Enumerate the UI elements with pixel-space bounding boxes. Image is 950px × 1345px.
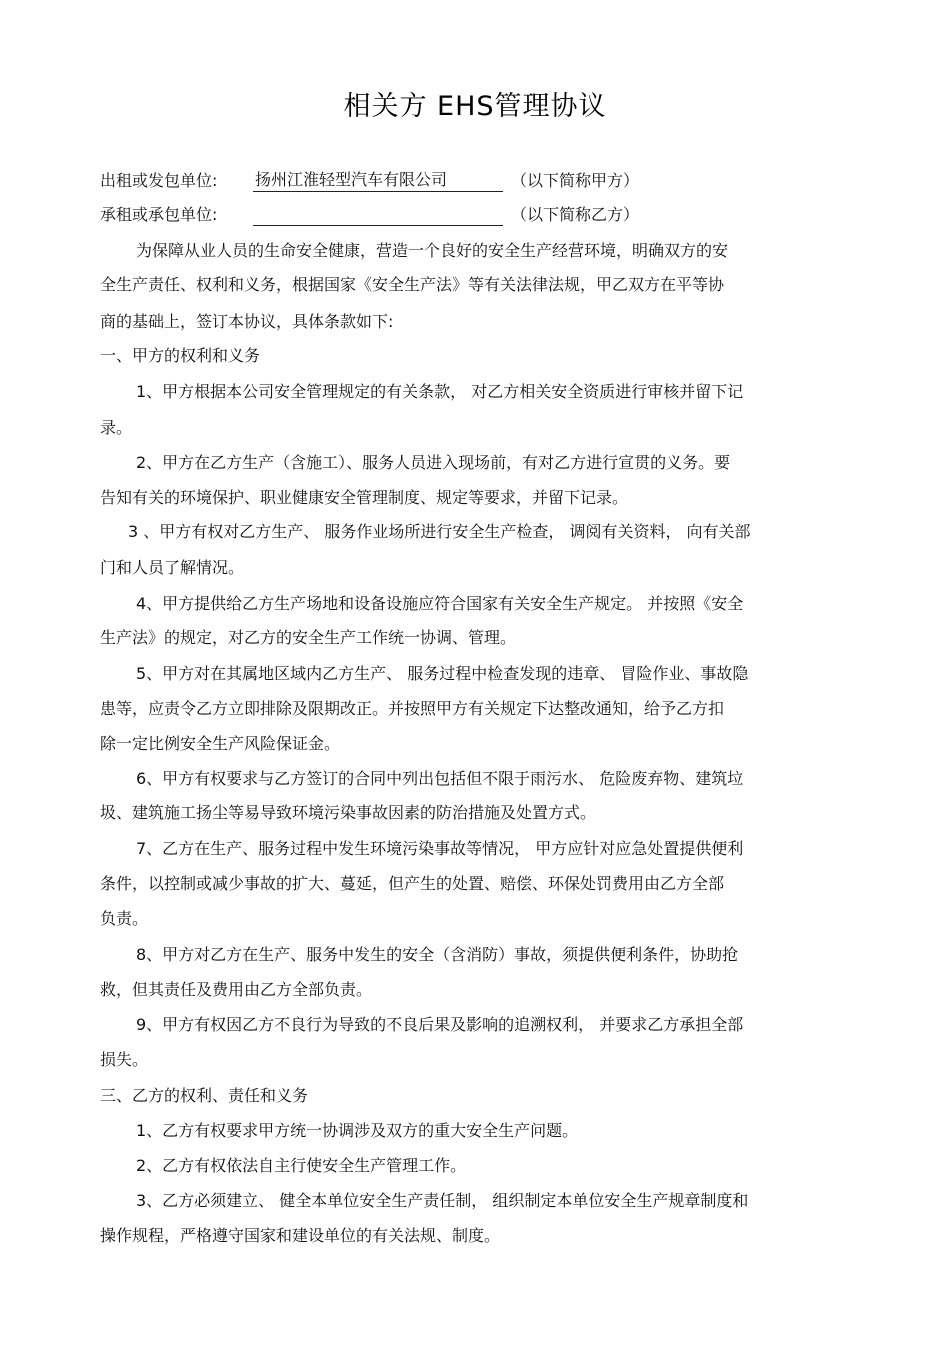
clause-line: 2、甲方在乙方生产（含施工）、服务人员进入现场前，有对乙方进行宣贯的义务。要 [136, 453, 731, 472]
clause-line: 3 、甲方有权对乙方生产、 服务作业场所进行安全生产检查， 调阅有关资料， 向有关部 [128, 522, 751, 541]
clause-line: 损失。 [100, 1050, 149, 1069]
clause-line: 救，但其责任及费用由乙方全部负责。 [100, 980, 373, 999]
party-b-row [0, 202, 950, 228]
party-b-note: （以下简称乙方） [511, 205, 640, 224]
clause-line: 门和人员了解情况。 [100, 558, 245, 577]
intro-line: 全生产责任、权利和义务，根据国家《安全生产法》等有关法律法规，甲乙双方在平等协 [100, 275, 725, 294]
clause-line: 5、甲方对在其属地区域内乙方生产、 服务过程中检查发现的违章、 冒险作业、事故隐 [136, 664, 749, 683]
clause-line: 录。 [100, 418, 133, 437]
clause-line: 告知有关的环境保护、职业健康安全管理制度、规定等要求，并留下记录。 [100, 488, 629, 507]
clause-line: 1、乙方有权要求甲方统一协调涉及双方的重大安全生产问题。 [136, 1121, 579, 1140]
party-a-field[interactable]: 扬州江淮轻型汽车有限公司 [253, 168, 503, 192]
section-heading-party-a: 一、甲方的权利和义务 [100, 346, 261, 365]
clause-line: 4、甲方提供给乙方生产场地和设备设施应符合国家有关安全生产规定。 并按照《安全 [136, 594, 744, 613]
party-a-label: 出租或发包单位: [100, 171, 218, 190]
party-a-row [0, 168, 950, 194]
clause-line: 9、甲方有权因乙方不良行为导致的不良后果及影响的追溯权利， 并要求乙方承担全部 [136, 1015, 744, 1034]
clause-line: 圾、建筑施工扬尘等易导致环境污染事故因素的防治措施及处置方式。 [100, 803, 597, 822]
party-b-field[interactable] [253, 202, 503, 226]
clause-line: 条件，以控制或减少事故的扩大、蔓延，但产生的处置、赔偿、环保处罚费用由乙方全部 [100, 874, 725, 893]
clause-line: 7、乙方在生产、服务过程中发生环境污染事故等情况， 甲方应针对应急处置提供便利 [136, 839, 744, 858]
document-title: 相关方 EHS管理协议 [343, 91, 607, 122]
party-a-note: （以下简称甲方） [511, 171, 640, 190]
clause-line: 操作规程，严格遵守国家和建设单位的有关法规、制度。 [100, 1226, 501, 1245]
clause-line: 3、乙方必须建立、 健全本单位安全生产责任制， 组织制定本单位安全生产规章制度和 [136, 1191, 749, 1210]
clause-line: 负责。 [100, 909, 149, 928]
intro-line: 商的基础上，签订本协议，具体条款如下: [100, 312, 394, 331]
section-heading-party-b: 三、乙方的权利、责任和义务 [100, 1086, 309, 1105]
clause-line: 6、甲方有权要求与乙方签订的合同中列出包括但不限于雨污水、 危险废弃物、建筑垃 [136, 769, 744, 788]
clause-line: 2、乙方有权依法自主行使安全生产管理工作。 [136, 1156, 467, 1175]
clause-line: 生产法》的规定，对乙方的安全生产工作统一协调、管理。 [100, 628, 517, 647]
intro-line: 为保障从业人员的生命安全健康，营造一个良好的安全生产经营环境，明确双方的安 [136, 241, 729, 260]
clause-line: 除一定比例安全生产风险保证金。 [100, 734, 341, 753]
clause-line: 8、甲方对乙方在生产、服务中发生的安全（含消防）事故，须提供便利条件，协助抢 [136, 945, 739, 964]
clause-line: 1、甲方根据本公司安全管理规定的有关条款， 对乙方相关安全资质进行审核并留下记 [136, 382, 744, 401]
clause-line: 患等，应责令乙方立即排除及限期改正。并按照甲方有关规定下达整改通知，给予乙方扣 [100, 699, 725, 718]
party-b-label: 承租或承包单位: [100, 205, 218, 224]
